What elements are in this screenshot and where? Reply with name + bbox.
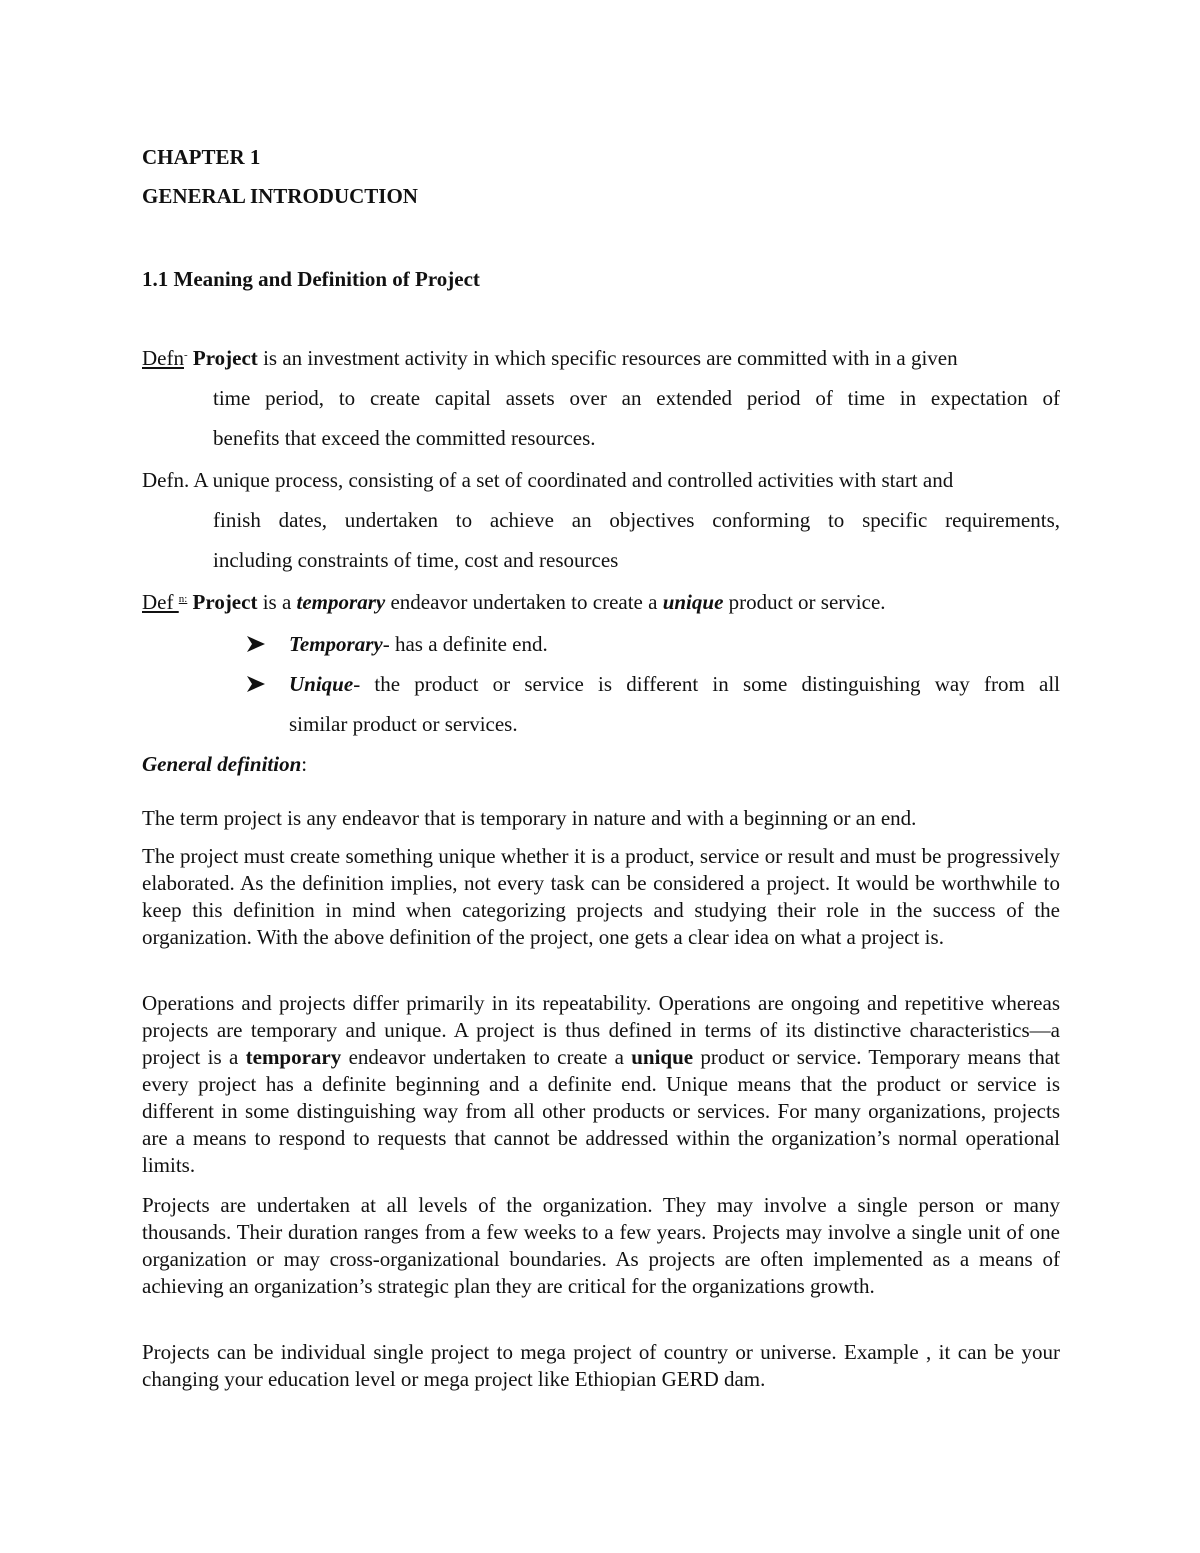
definition-1-line-3: benefits that exceed the committed resources.	[213, 426, 596, 450]
definition-3-emphasis-unique: unique	[662, 590, 724, 614]
definition-3	[142, 582, 1060, 622]
bullet-temporary-term: Temporary	[289, 632, 383, 656]
definition-3-text-b: endeavor undertaken to create a	[385, 590, 663, 614]
chapter-title: GENERAL INTRODUCTION	[142, 184, 418, 208]
bullet-unique	[245, 664, 1060, 744]
definition-2-line-2: finish dates, undertaken to achieve an objectives conforming to specific requirements,	[213, 508, 1060, 532]
definition-3-prefix: Def	[142, 590, 179, 614]
definition-3-text-a: is a	[257, 590, 297, 614]
paragraph-3	[142, 990, 1060, 1179]
paragraph-3-bold-unique: unique	[631, 1045, 694, 1069]
definition-3-term: Project	[192, 590, 258, 614]
definition-1-line-1	[142, 338, 1060, 378]
paragraph-4: Projects are undertaken at all levels of the organization. They may involve a single person or many thousands. Their duration ranges from a few weeks to a few years. Projects may involve a single unit of one organization or may cross-organizational boundaries. As projects are often implemented as a means of achieving an organization’s strategic plan they are critical for the organizations growth.	[142, 1193, 1060, 1298]
definition-1-sup: -	[183, 349, 188, 361]
definition-1-prefix: Defn	[142, 346, 184, 370]
definition-3-emphasis-temporary: temporary	[296, 590, 386, 614]
paragraph-2: The project must create something unique whether it is a product, service or result and must be progressively elaborated. As the definition implies, not every task can be considered a project. It would be worthwhile to keep this definition in mind when categorizing projects and studying their role in the success of the organization. With the above definition of the project, one gets a clear idea on what a project is.	[142, 844, 1060, 949]
paragraph-3-text-a: Operations and projects differ primarily in its repeatability. Operations are ongoing and repetitive whereas projects are temporary and unique. A project is thus defined in terms of its distinctive characteristics—a project is a	[142, 991, 1060, 1069]
bullet-unique-term: Unique	[289, 672, 354, 696]
bullet-unique-continuation: similar product or services.	[289, 712, 518, 736]
paragraph-3-text-c: product or service. Temporary means that every project has a definite beginning and a definite end. Unique means that the product or service is different in some distinguishing way from all other products or services. For many organizations, projects are a means to respond to requests that cannot be addressed within the organization’s normal operational limits.	[142, 1045, 1061, 1177]
definition-2-line-3: including constraints of time, cost and resources	[213, 548, 619, 572]
general-definition-colon: :	[301, 752, 308, 776]
general-definition-heading	[142, 744, 1060, 784]
chapter-label: CHAPTER 1	[142, 145, 261, 169]
bullet-temporary	[245, 624, 1060, 664]
general-definition-heading-text: General definition	[142, 752, 302, 776]
definition-3-text-c: product or service.	[723, 590, 886, 614]
definition-1-line-2: time period, to create capital assets over an extended period of time in expectation of	[213, 386, 1060, 410]
definition-2	[142, 460, 1060, 580]
section-heading: 1.1 Meaning and Definition of Project	[142, 267, 480, 291]
definition-2-line-1: Defn. A unique process, consisting of a set of coordinated and controlled activities with start and	[142, 468, 954, 492]
definition-1-term: Project	[192, 346, 258, 370]
definition-1	[142, 338, 1060, 458]
arrowhead-bullet-icon	[245, 664, 275, 717]
paragraph-3-bold-temporary: temporary	[245, 1045, 342, 1069]
paragraph-5: Projects can be individual single project to mega project of country or universe. Example , it can be your changing your education level or mega project like Ethiopian GERD dam.	[142, 1340, 1060, 1391]
paragraph-3-text-b: endeavor undertaken to create a	[341, 1045, 632, 1069]
paragraph-1: The term project is any endeavor that is temporary in nature and with a beginning or an end.	[142, 806, 917, 830]
definition-1-text: is an investment activity in which specific resources are committed with in a given	[257, 346, 958, 370]
bullet-unique-text: - the product or service is different in some distinguishing way from all	[353, 672, 1060, 696]
definition-3-sup: n:	[178, 593, 188, 605]
bullet-temporary-text: - has a definite end.	[382, 632, 548, 656]
